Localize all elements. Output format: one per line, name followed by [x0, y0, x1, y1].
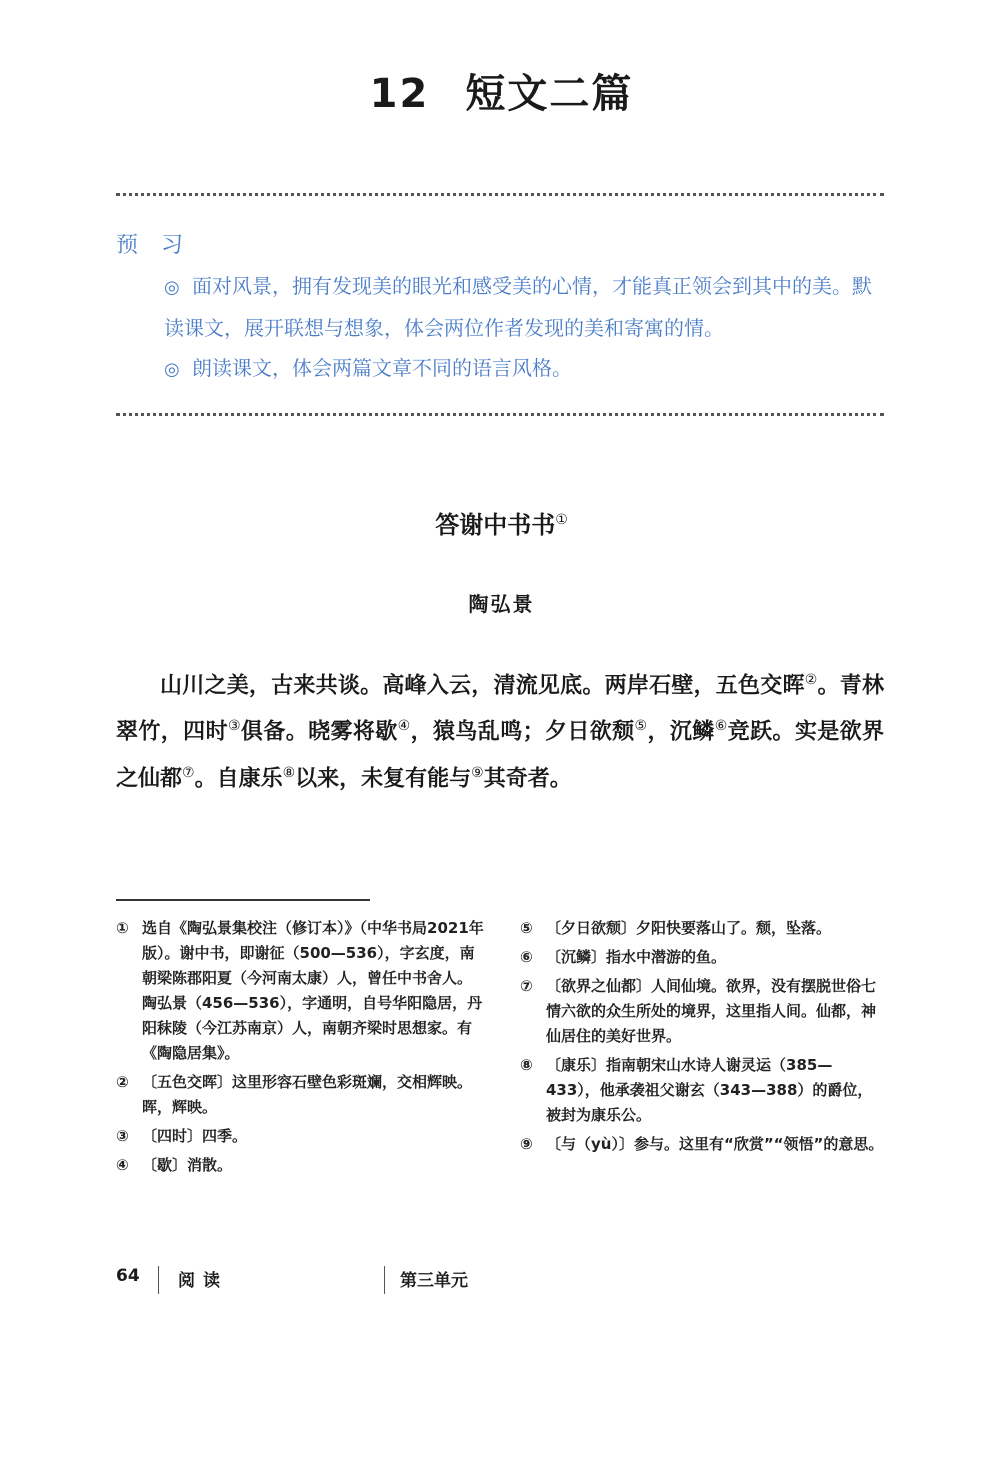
- body-segment: 其奇者。: [483, 765, 572, 791]
- footnote-mark: ⑤: [634, 718, 648, 735]
- footer-separator: [158, 1266, 159, 1294]
- footnote-text: 〔欲界之仙都〕人间仙境。欲界，没有摆脱世俗七情六欲的众生所处的境界，这里指人间。仙都，神仙居住的美好世界。: [546, 977, 877, 1045]
- footer-section: 阅读: [178, 1271, 228, 1291]
- footnote-number: ①: [116, 919, 129, 937]
- article-paragraph: [116, 660, 884, 799]
- footnote-mark: ⑥: [714, 718, 728, 735]
- footnote: [116, 916, 486, 1066]
- article-title-footnote-mark: ①: [555, 512, 568, 528]
- footnote-text: 〔四时〕四季。: [142, 1127, 248, 1145]
- footnote-text: 〔五色交晖〕这里形容石壁色彩斑斓，交相辉映。晖，辉映。: [142, 1073, 473, 1116]
- footnotes-right-column: [520, 916, 886, 1161]
- bullet-circle-icon: ◎: [164, 277, 180, 298]
- footnote-text: 〔沉鳞〕指水中潜游的鱼。: [546, 948, 727, 966]
- article-title-text: 答谢中书书: [435, 511, 556, 539]
- footnote: [116, 1124, 486, 1149]
- article-title: [0, 505, 1003, 540]
- footnote-mark: ⑦: [182, 764, 195, 781]
- footnote-text: 〔康乐〕指南朝宋山水诗人谢灵运（385—433），他承袭祖父谢玄（343—388）的爵位，被封为康乐公。: [546, 1056, 873, 1124]
- dotted-divider-bottom: [116, 413, 884, 416]
- footnote-number: ⑤: [520, 919, 533, 937]
- footnote-mark: ⑧: [282, 764, 296, 781]
- footnote-number: ⑥: [520, 948, 533, 966]
- footnote: [520, 916, 886, 941]
- footer-unit: 第三单元: [400, 1271, 468, 1291]
- lesson-number: 12: [369, 71, 430, 117]
- dotted-divider-top: [116, 193, 884, 196]
- footnote: [520, 945, 886, 970]
- footnote-number: ⑨: [520, 1135, 533, 1153]
- body-segment: 。自康乐: [194, 765, 283, 791]
- footnote-mark: ⑨: [471, 764, 484, 781]
- preview-box: [116, 226, 886, 390]
- footnote: [520, 974, 886, 1049]
- footnote-mark: ④: [397, 718, 411, 735]
- body-segment: 山川之美，古来共谈。高峰入云，清流见底。两岸石壁，五色交晖: [160, 673, 805, 699]
- footnote: [520, 1132, 886, 1157]
- footnote-number: ④: [116, 1156, 129, 1174]
- footnote-number: ⑧: [520, 1056, 533, 1074]
- body-segment: ，猿鸟乱鸣；夕日欲颓: [410, 719, 635, 745]
- footnotes-left-column: [116, 916, 486, 1182]
- lesson-title: [0, 62, 1003, 119]
- preview-heading: 预 习: [116, 233, 191, 258]
- footnote-rule: [116, 899, 370, 901]
- article-body: [116, 660, 884, 799]
- footnote: [116, 1153, 486, 1178]
- footnote-number: ②: [116, 1073, 129, 1091]
- footnote: [520, 1053, 886, 1128]
- footnote-text: 〔与（yù）〕参与。这里有“欣赏”“领悟”的意思。: [546, 1135, 884, 1153]
- footer-separator: [384, 1266, 385, 1294]
- body-segment: 俱备。晓雾将歇: [240, 719, 398, 745]
- footnote: [116, 1070, 486, 1120]
- body-segment: 竞跃。实是欲界之仙都: [116, 719, 884, 791]
- preview-item-2: [116, 348, 886, 390]
- footnote-text: 〔夕日欲颓〕夕阳快要落山了。颓，坠落。: [546, 919, 832, 937]
- footnote-number: ⑦: [520, 977, 533, 995]
- footnote-text: 〔歇〕消散。: [142, 1156, 233, 1174]
- preview-item-2-text: 朗读课文，体会两篇文章不同的语言风格。: [192, 356, 572, 380]
- bullet-circle-icon: ◎: [164, 359, 180, 380]
- page-number: 64: [116, 1266, 140, 1286]
- article-author: 陶弘景: [468, 592, 535, 616]
- preview-item-1-text: 面对风景，拥有发现美的眼光和感受美的心情，才能真正领会到其中的美。默读课文，展开联想与想象，体会两位作者发现的美和寄寓的情。: [164, 274, 872, 340]
- footnote-mark: ②: [804, 672, 818, 688]
- preview-item-1: [116, 266, 886, 348]
- footnote-mark: ③: [227, 718, 241, 735]
- body-segment: 。青林翠竹，四时: [116, 673, 884, 745]
- lesson-name: 短文二篇: [465, 71, 634, 117]
- footnote-text: 选自《陶弘景集校注（修订本）》（中华书局2021年版）。谢中书，即谢征（500—536），字玄度，南朝梁陈郡阳夏（今河南太康）人，曾任中书舍人。陶弘景（456—536），字通明，自号华阳隐居，丹阳秣陵（今江苏南京）人，南朝齐梁时思想家。有《陶隐居集》。: [142, 919, 484, 1062]
- body-segment: ，沉鳞: [647, 719, 715, 745]
- footnote-number: ③: [116, 1127, 129, 1145]
- body-segment: 以来，未复有能与: [295, 765, 472, 791]
